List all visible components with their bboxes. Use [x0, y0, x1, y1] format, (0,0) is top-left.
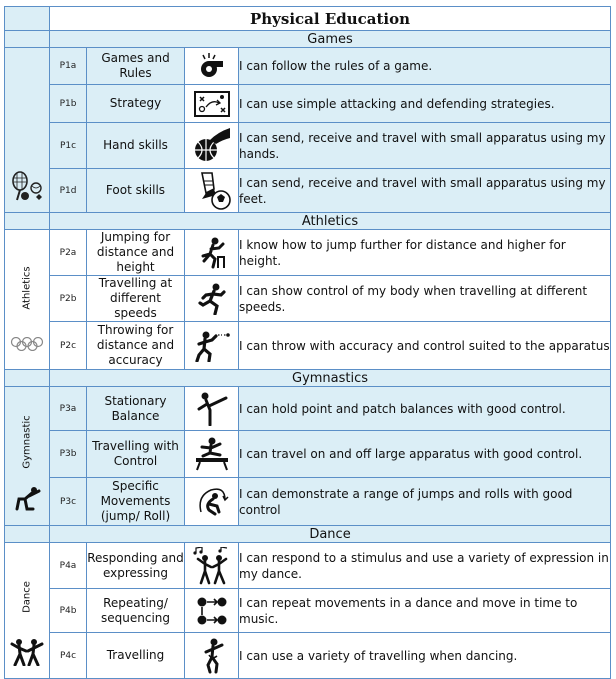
table-row [5, 85, 611, 123]
row-skill-name: Responding and expressing [87, 543, 185, 589]
row-icon-cell [185, 276, 239, 322]
row-description: I can hold point and patch balances with good control. [239, 387, 611, 431]
row-code: P4b [50, 589, 87, 633]
basketball-hand-icon [192, 126, 232, 166]
row-description: I can use simple attacking and defending strategies. [239, 85, 611, 123]
row-code: P3a [50, 387, 87, 431]
row-skill-name: Strategy [87, 85, 185, 123]
hurdler-icon [197, 237, 227, 269]
row-icon-cell [185, 322, 239, 370]
football-kick-icon [192, 171, 232, 211]
section-title: Dance [50, 526, 611, 543]
tactics-board-icon [194, 91, 230, 117]
corner-cell [5, 7, 50, 31]
olympic-rings-icon [10, 336, 44, 355]
games-equipment-icon [9, 170, 45, 206]
row-skill-name: Travelling at different speeds [87, 276, 185, 322]
row-description: I can throw with accuracy and control suited to the apparatus [239, 322, 611, 370]
row-skill-name: Specific Movements (jump/ Roll) [87, 478, 185, 526]
table-row [5, 230, 611, 276]
row-icon-cell [185, 633, 239, 679]
row-skill-name: Hand skills [87, 123, 185, 169]
row-description: I know how to jump further for distance and higher for height. [239, 230, 611, 276]
table-row [5, 589, 611, 633]
table-row [5, 387, 611, 431]
section-title: Gymnastics [50, 370, 611, 387]
table-row [5, 48, 611, 85]
row-icon-cell [185, 230, 239, 276]
side-cell-athletics [5, 230, 50, 370]
thrower-icon [194, 330, 230, 362]
table-row [5, 431, 611, 478]
row-code: P1c [50, 123, 87, 169]
corner-cell [5, 213, 50, 230]
row-description: I can follow the rules of a game. [239, 48, 611, 85]
row-icon-cell [185, 589, 239, 633]
section-header-dance [5, 526, 611, 543]
title-row [5, 7, 611, 31]
row-icon-cell [185, 169, 239, 213]
row-code: P3c [50, 478, 87, 526]
row-skill-name: Throwing for distance and accuracy [87, 322, 185, 370]
side-label: Dance [21, 581, 33, 613]
side-cell-dance [5, 543, 50, 679]
row-skill-name: Repeating/ sequencing [87, 589, 185, 633]
corner-cell [5, 526, 50, 543]
beam-gymnast-icon [194, 437, 230, 471]
table-row [5, 276, 611, 322]
section-header-athletics [5, 213, 611, 230]
whistle-icon [197, 52, 227, 80]
table-row [5, 543, 611, 589]
table-row [5, 478, 611, 526]
row-code: P1b [50, 85, 87, 123]
row-icon-cell [185, 85, 239, 123]
row-code: P3b [50, 431, 87, 478]
sequence-icon [195, 595, 229, 627]
row-icon-cell [185, 431, 239, 478]
row-description: I can send, receive and travel with small apparatus using my feet. [239, 169, 611, 213]
row-code: P4a [50, 543, 87, 589]
row-code: P2a [50, 230, 87, 276]
row-icon-cell [185, 387, 239, 431]
row-description: I can demonstrate a range of jumps and rolls with good control [239, 478, 611, 526]
row-description: I can repeat movements in a dance and move in time to music. [239, 589, 611, 633]
dancer-travel-icon [197, 638, 227, 674]
row-description: I can travel on and off large apparatus with good control. [239, 431, 611, 478]
pe-table [4, 6, 611, 679]
table-row [5, 633, 611, 679]
row-skill-name: Travelling [87, 633, 185, 679]
table-row [5, 169, 611, 213]
row-code: P2c [50, 322, 87, 370]
side-label: Athletics [21, 266, 33, 311]
row-skill-name: Foot skills [87, 169, 185, 213]
section-header-gymnastics [5, 370, 611, 387]
row-code: P1d [50, 169, 87, 213]
page-title: Physical Education [50, 7, 611, 31]
row-skill-name: Jumping for distance and height [87, 230, 185, 276]
side-cell-gymnastics [5, 387, 50, 526]
gymnast-icon [13, 487, 41, 515]
section-title: Games [50, 31, 611, 48]
row-description: I can respond to a stimulus and use a variety of expression in my dance. [239, 543, 611, 589]
runner-icon [197, 283, 227, 315]
row-description: I can show control of my body when travelling at different speeds. [239, 276, 611, 322]
row-skill-name: Stationary Balance [87, 387, 185, 431]
dancing-music-icon [193, 547, 231, 585]
section-header-games [5, 31, 611, 48]
table-row [5, 322, 611, 370]
corner-cell [5, 31, 50, 48]
row-icon-cell [185, 48, 239, 85]
side-label: Gymnastic [21, 415, 33, 469]
row-code: P2b [50, 276, 87, 322]
row-description: I can send, receive and travel with small apparatus using my hands. [239, 123, 611, 169]
side-cell-games [5, 48, 50, 213]
row-code: P1a [50, 48, 87, 85]
row-icon-cell [185, 123, 239, 169]
row-description: I can use a variety of travelling when dancing. [239, 633, 611, 679]
row-skill-name: Travelling with Control [87, 431, 185, 478]
table-row [5, 123, 611, 169]
section-title: Athletics [50, 213, 611, 230]
balance-icon [196, 392, 228, 426]
row-icon-cell [185, 478, 239, 526]
corner-cell [5, 370, 50, 387]
row-icon-cell [185, 543, 239, 589]
roll-icon [195, 484, 229, 520]
dancers-icon [10, 638, 44, 670]
row-code: P4c [50, 633, 87, 679]
row-skill-name: Games and Rules [87, 48, 185, 85]
